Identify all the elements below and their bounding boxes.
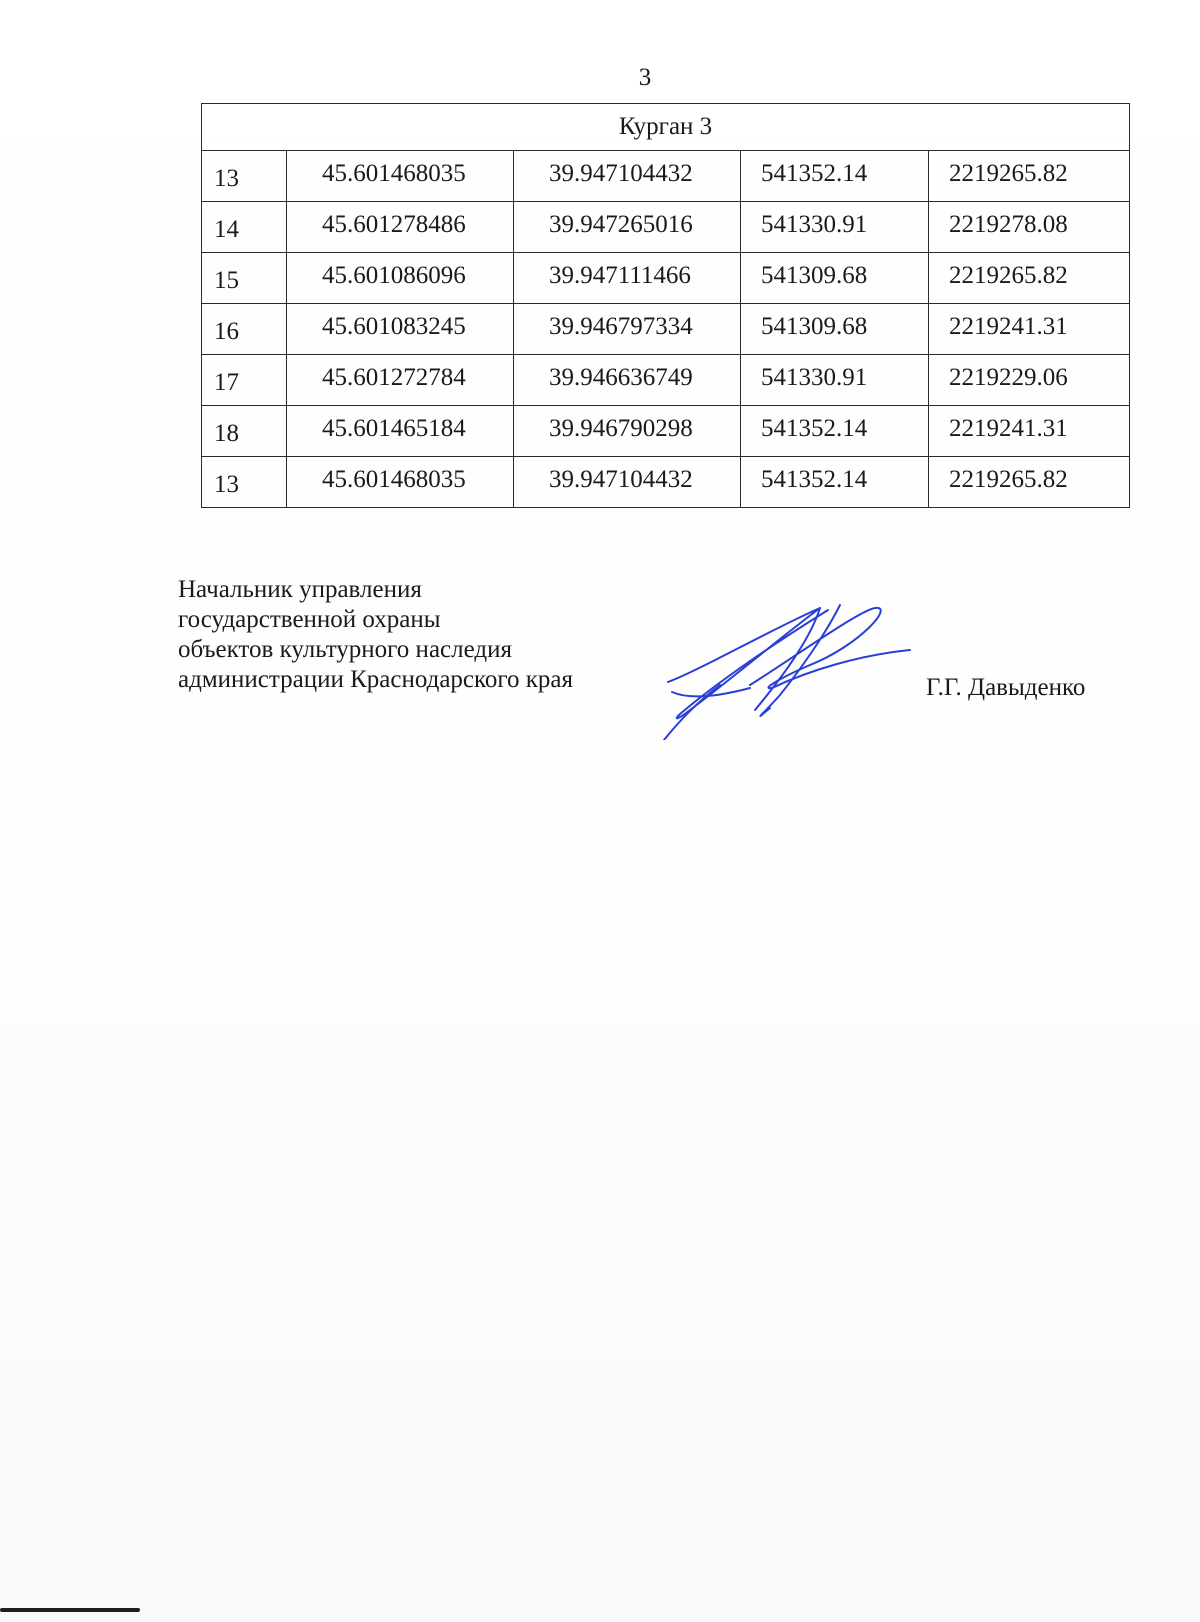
point-number-cell: 18	[202, 406, 287, 457]
x-coordinate-cell: 541330.91	[741, 355, 929, 406]
handwritten-signature	[660, 600, 920, 740]
latitude-cell: 45.601468035	[287, 151, 514, 202]
longitude-cell: 39.947104432	[514, 457, 741, 508]
longitude-cell: 39.947111466	[514, 253, 741, 304]
latitude-cell: 45.601278486	[287, 202, 514, 253]
table-row	[202, 151, 1130, 202]
x-coordinate-cell: 541352.14	[741, 406, 929, 457]
latitude-cell: 45.601272784	[287, 355, 514, 406]
x-coordinate-cell: 541330.91	[741, 202, 929, 253]
y-coordinate-cell: 2219265.82	[929, 151, 1130, 202]
x-coordinate-cell: 541309.68	[741, 304, 929, 355]
y-coordinate-cell: 2219265.82	[929, 253, 1130, 304]
point-number-cell: 13	[202, 151, 287, 202]
table-caption-row	[202, 104, 1130, 151]
x-coordinate-cell: 541309.68	[741, 253, 929, 304]
y-coordinate-cell: 2219265.82	[929, 457, 1130, 508]
longitude-cell: 39.946797334	[514, 304, 741, 355]
signatory-position	[178, 575, 573, 695]
x-coordinate-cell: 541352.14	[741, 151, 929, 202]
signer-name: Г.Г. Давыденко	[926, 674, 1086, 701]
point-number-cell: 15	[202, 253, 287, 304]
page-number: 3	[638, 64, 652, 91]
table-row	[202, 355, 1130, 406]
y-coordinate-cell: 2219229.06	[929, 355, 1130, 406]
point-number-cell: 13	[202, 457, 287, 508]
latitude-cell: 45.601083245	[287, 304, 514, 355]
table-row	[202, 457, 1130, 508]
position-line: государственной охраны	[178, 606, 441, 633]
table-row	[202, 304, 1130, 355]
position-line: объектов культурного наследия	[178, 636, 512, 663]
y-coordinate-cell: 2219278.08	[929, 202, 1130, 253]
y-coordinate-cell: 2219241.31	[929, 304, 1130, 355]
y-coordinate-cell: 2219241.31	[929, 406, 1130, 457]
longitude-cell: 39.946790298	[514, 406, 741, 457]
table-caption: Курган 3	[202, 104, 1130, 151]
coordinates-table	[201, 103, 1130, 508]
latitude-cell: 45.601086096	[287, 253, 514, 304]
scan-edge-line	[0, 1608, 140, 1612]
x-coordinate-cell: 541352.14	[741, 457, 929, 508]
longitude-cell: 39.946636749	[514, 355, 741, 406]
point-number-cell: 17	[202, 355, 287, 406]
point-number-cell: 14	[202, 202, 287, 253]
table-row	[202, 202, 1130, 253]
table-row	[202, 406, 1130, 457]
point-number-cell: 16	[202, 304, 287, 355]
latitude-cell: 45.601468035	[287, 457, 514, 508]
position-line: администрации Краснодарского края	[178, 666, 574, 693]
longitude-cell: 39.947104432	[514, 151, 741, 202]
longitude-cell: 39.947265016	[514, 202, 741, 253]
latitude-cell: 45.601465184	[287, 406, 514, 457]
table-row	[202, 253, 1130, 304]
position-line: Начальник управления	[178, 576, 422, 603]
